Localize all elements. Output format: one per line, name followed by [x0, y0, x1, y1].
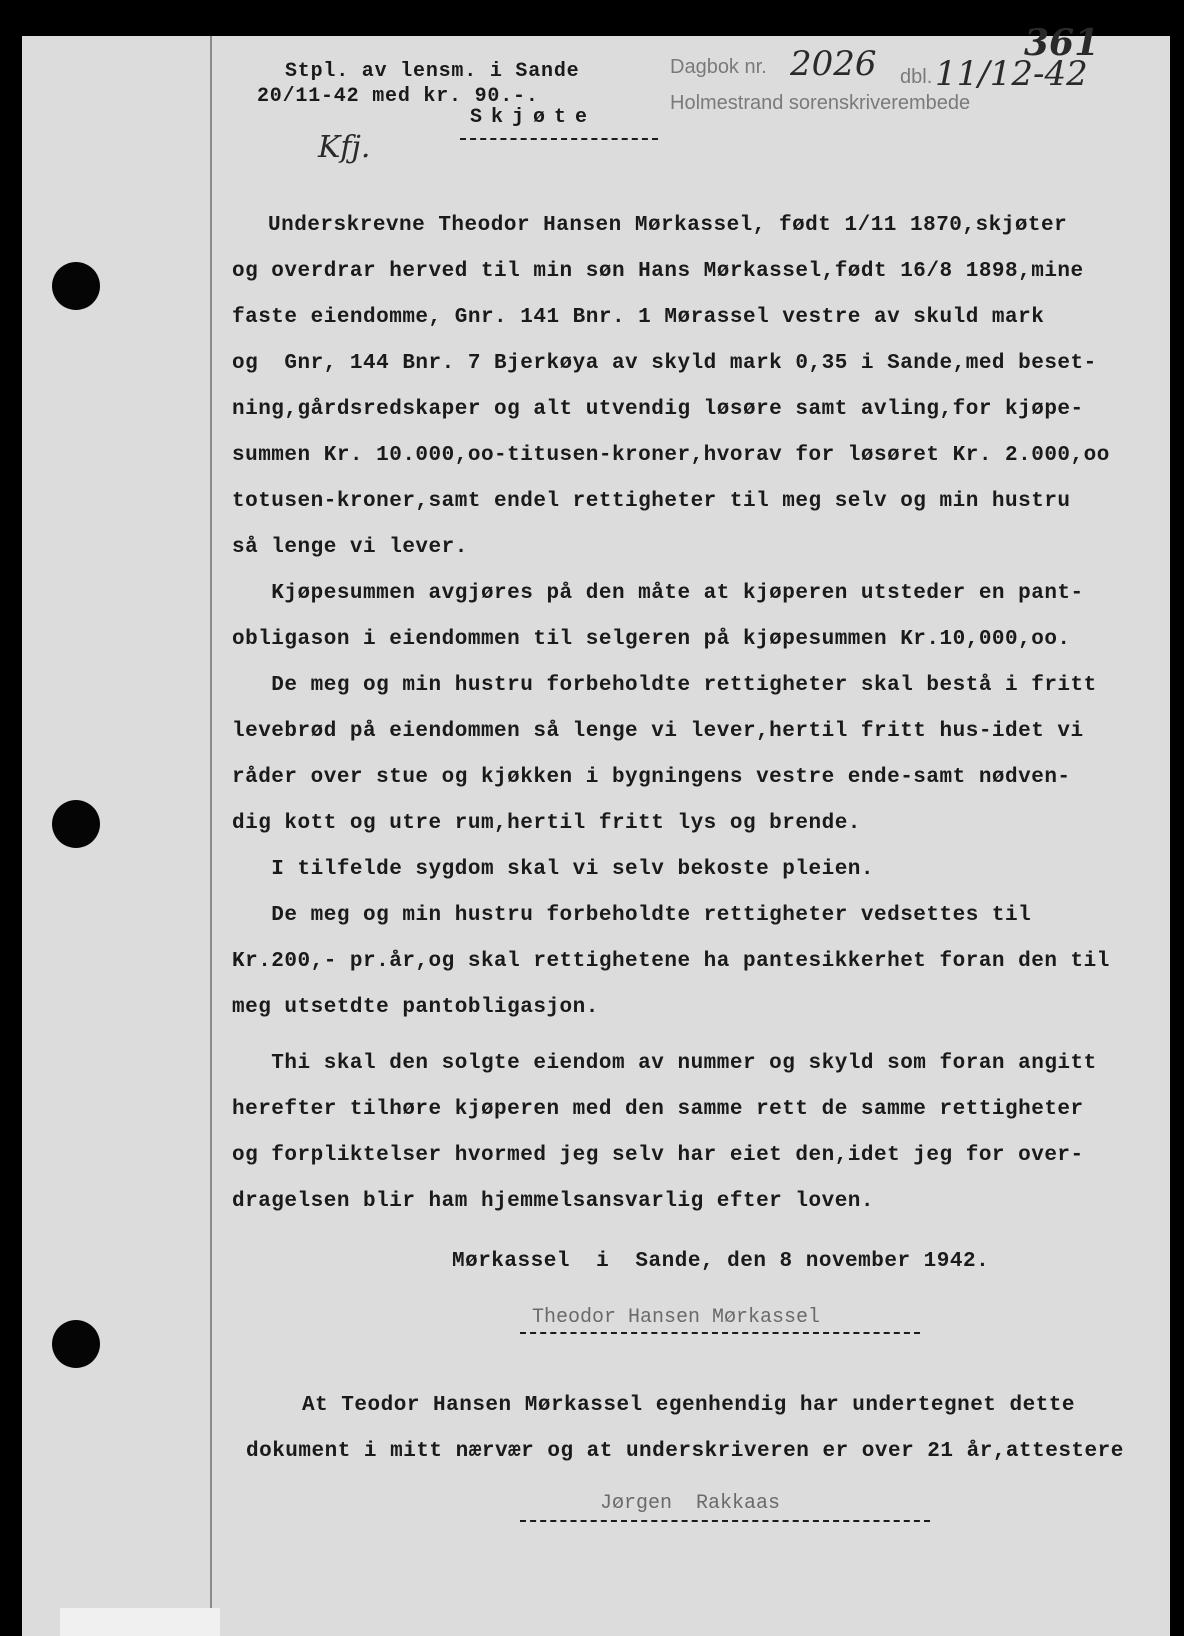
body-line-14: dig kott og utre rum,hertil fritt lys og brende. — [232, 812, 861, 835]
title-underline — [460, 138, 658, 140]
attestation-line-2: dokument i mitt nærvær og at underskriveren er over 21 år,attestere — [246, 1440, 1124, 1463]
place-and-date: Mørkassel i Sande, den 8 november 1942. — [452, 1250, 990, 1273]
witness-signature: Jørgen Rakkaas — [600, 1492, 781, 1515]
stamp-fee-line: 20/11-42 med kr. 90.-. — [257, 85, 539, 108]
body-line-13: råder over stue og kjøkken i bygningens vestre ende-samt nødven- — [232, 766, 1071, 789]
body-line-18: meg utsetdte pantobligasjon. — [232, 996, 599, 1019]
punch-hole-middle — [52, 800, 100, 848]
body-line-20: herefter tilhøre kjøperen med den samme rett de samme rettigheter — [232, 1098, 1084, 1121]
handwritten-initials: Kfj. — [318, 130, 371, 165]
page-edge-tab — [60, 1608, 220, 1636]
witness-signature-line — [520, 1520, 930, 1522]
body-line-7: totusen-kroner,samt endel rettigheter til meg selv og min hustru — [232, 490, 1071, 513]
body-line-16: De meg og min hustru forbeholdte rettigheter vedsettes til — [232, 904, 1032, 927]
body-line-6: summen Kr. 10.000,oo-titusen-kroner,hvorav for løsøret Kr. 2.000,oo — [232, 444, 1110, 467]
dagbok-number: 2026 — [790, 44, 877, 84]
body-line-21: og forpliktelser hvormed jeg selv har eiet den,idet jeg for over- — [232, 1144, 1084, 1167]
body-line-3: faste eiendomme, Gnr. 141 Bnr. 1 Mørassel vestre av skuld mark — [232, 306, 1045, 329]
margin-line — [210, 36, 212, 1636]
document-title: Skjøte — [470, 106, 597, 129]
punch-hole-top — [52, 262, 100, 310]
body-line-17: Kr.200,- pr.år,og skal rettighetene ha pantesikkerhet foran den til — [232, 950, 1110, 973]
body-line-9: Kjøpesummen avgjøres på den måte at kjøperen utsteder en pant- — [232, 582, 1084, 605]
stamp-duty-line: Stpl. av lensm. i Sande — [285, 60, 580, 83]
body-line-15: I tilfelde sygdom skal vi selv bekoste pleien. — [232, 858, 875, 881]
body-line-4: og Gnr, 144 Bnr. 7 Bjerkøya av skyld mark 0,35 i Sande,med beset- — [232, 352, 1097, 375]
attestation-line-1: At Teodor Hansen Mørkassel egenhendig har undertegnet dette — [302, 1394, 1076, 1417]
body-line-8: så lenge vi lever. — [232, 536, 468, 559]
dbl-label: dbl. — [900, 66, 933, 88]
body-line-10: obligason i eiendommen til selgeren på kjøpesummen Kr.10,000,oo. — [232, 628, 1071, 651]
body-line-19: Thi skal den solgte eiendom av nummer og skyld som foran angitt — [232, 1052, 1097, 1075]
body-line-22: dragelsen blir ham hjemmelsansvarlig efter loven. — [232, 1190, 875, 1213]
body-line-5: ning,gårdsredskaper og alt utvendig løsøre samt avling,for kjøpe- — [232, 398, 1084, 421]
office-stamp: Holmestrand sorenskriverembede — [670, 92, 971, 114]
seller-signature: Theodor Hansen Mørkassel — [532, 1306, 821, 1329]
page-number: 361 — [1024, 22, 1100, 64]
body-line-11: De meg og min hustru forbeholdte rettigheter skal bestå i fritt — [232, 674, 1097, 697]
body-line-2: og overdrar herved til min søn Hans Mørkassel,født 16/8 1898,mine — [232, 260, 1084, 283]
body-line-1: Underskrevne Theodor Hansen Mørkassel, født 1/11 1870,skjøter — [268, 214, 1068, 237]
punch-hole-bottom — [52, 1320, 100, 1368]
dagbok-label: Dagbok nr. — [670, 56, 767, 78]
stamp-date: 11/12-42 — [935, 54, 1088, 94]
body-line-12: levebrød på eiendommen så lenge vi lever,hertil fritt hus-idet vi — [232, 720, 1084, 743]
seller-signature-line — [520, 1332, 920, 1334]
